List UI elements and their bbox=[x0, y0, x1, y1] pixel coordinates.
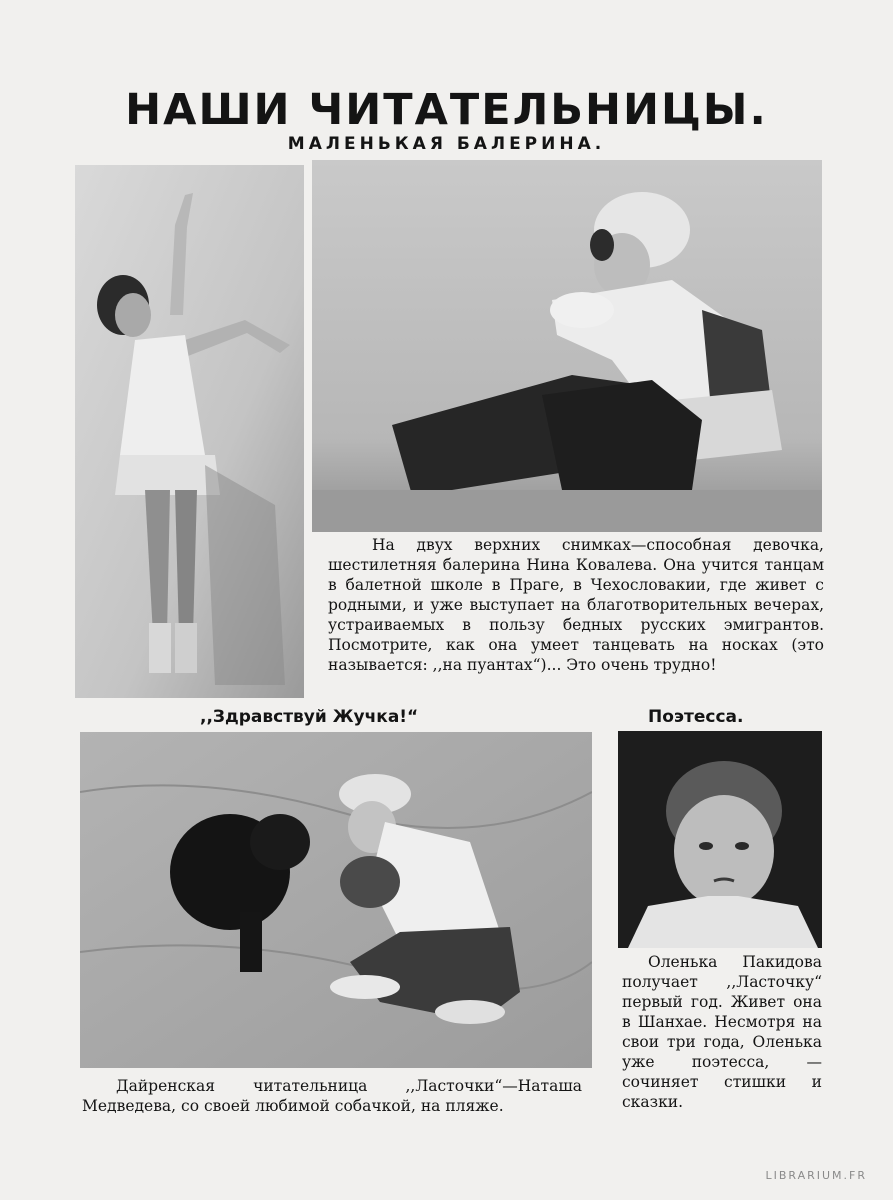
poetess-caption: Оленька Пакидова получает ,,Ласточку“ первый год. Живет она в Шанхае. Несмотря на свои три года, Оленька уже поэтесса, — сочиняет стишки и сказки. bbox=[622, 953, 822, 1111]
ballerina-costume-photo bbox=[312, 160, 822, 532]
watermark: LIBRARIUM.FR bbox=[765, 1169, 867, 1182]
page-subtitle: МАЛЕНЬКАЯ БАЛЕРИНА. bbox=[287, 134, 606, 154]
page-title: НАШИ ЧИТАТЕЛЬНИЦЫ. bbox=[125, 85, 768, 135]
girl-with-dog-photo bbox=[80, 732, 592, 1068]
dog-photo-heading: ,,Здравствуй Жучка!“ bbox=[200, 707, 419, 727]
ballerina-caption: На двух верхних снимках—способная девочка, шестилетняя балерина Нина Ковалева. Она учится танцам в балетной школе в Праге, в Чехословакии, где живет с родными, и уже выступает на благотворительных вечерах, устраиваемых в пользу бедных русских эмигрантов. Посмотрите, как она умеет танцевать на носках (это называется: ,,на пуантах“)... Это очень трудно! bbox=[328, 536, 824, 674]
dog-photo-caption: Дайренская читательница ,,Ласточки“—Наташа Медведева, со своей любимой собачкой, на пляже. bbox=[82, 1077, 582, 1115]
toddler-portrait-photo bbox=[618, 731, 822, 948]
ballerina-pointe-photo bbox=[75, 165, 304, 698]
poetess-heading: Поэтесса. bbox=[648, 707, 744, 727]
